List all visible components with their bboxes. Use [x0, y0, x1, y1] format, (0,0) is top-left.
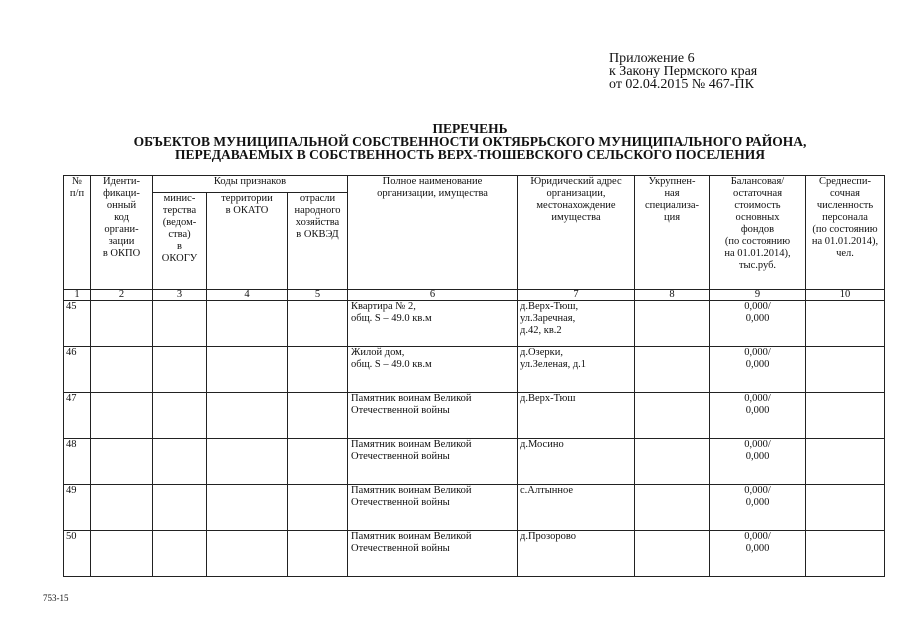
- header-text-line: ная: [664, 188, 680, 199]
- column-number: 4: [207, 290, 288, 301]
- row-number: 49: [64, 485, 91, 531]
- okogu-cell: [153, 347, 207, 393]
- property-name: [348, 301, 518, 347]
- okato-cell: [207, 347, 288, 393]
- document-title: [60, 122, 880, 161]
- header-text-line: онный: [106, 200, 137, 211]
- header-num: [64, 176, 91, 290]
- balance-value: [710, 439, 806, 485]
- okved-cell: [288, 485, 348, 531]
- property-name-line: Отечественной войны: [351, 497, 450, 508]
- header-staff: [806, 176, 885, 290]
- header-text-line: терства: [162, 205, 197, 216]
- property-name: [348, 347, 518, 393]
- header-text-line: Среднеспи-: [818, 176, 872, 187]
- column-number: 2: [91, 290, 153, 301]
- header-codes-group: Коды признаков: [153, 176, 348, 193]
- header-text-line: организации, имущества: [377, 188, 488, 199]
- property-name-line: Памятник воинам Великой: [351, 393, 472, 404]
- balance-value-line: 0,000: [745, 543, 770, 554]
- property-name-line: Памятник воинам Великой: [351, 485, 472, 496]
- okpo-cell: [91, 485, 153, 531]
- header-address: [518, 176, 635, 290]
- appendix-line: Приложение 6: [609, 51, 695, 66]
- column-number: 3: [153, 290, 207, 301]
- property-name-line: общ. S – 49.0 кв.м: [351, 359, 432, 370]
- specialization-cell: [635, 531, 710, 577]
- header-text-line: ОКОГУ: [161, 253, 198, 264]
- okved-cell: [288, 439, 348, 485]
- property-name: [348, 485, 518, 531]
- property-name-line: Памятник воинам Великой: [351, 439, 472, 450]
- okved-cell: [288, 347, 348, 393]
- balance-value-line: 0,000: [745, 497, 770, 508]
- property-name-line: Памятник воинам Великой: [351, 531, 472, 542]
- header-text-line: в ОКАТО: [225, 205, 269, 216]
- header-text-line: в ОКПО: [102, 248, 141, 259]
- property-address-line: д.Верх-Тюш: [520, 393, 576, 404]
- header-text-line: организации,: [546, 188, 606, 199]
- okato-cell: [207, 485, 288, 531]
- header-text-line: Иденти-: [103, 176, 140, 187]
- header-okved: [288, 193, 348, 290]
- balance-value-line: 0,000/: [744, 485, 771, 496]
- okogu-cell: [153, 301, 207, 347]
- okogu-cell: [153, 531, 207, 577]
- staff-cell: [806, 301, 885, 347]
- table-row: [64, 485, 885, 531]
- header-text-line: народного: [294, 205, 341, 216]
- balance-value-line: 0,000/: [744, 531, 771, 542]
- okato-cell: [207, 439, 288, 485]
- header-text-line: на 01.01.2014),: [724, 248, 791, 259]
- row-number: 47: [64, 393, 91, 439]
- property-name-line: общ. S – 49.0 кв.м: [351, 313, 432, 324]
- property-name-line: Отечественной войны: [351, 543, 450, 554]
- property-address-line: д.Верх-Тюш,: [520, 301, 579, 312]
- property-name-line: Отечественной войны: [351, 451, 450, 462]
- appendix-line: от 02.04.2015 № 467-ПК: [609, 77, 754, 92]
- okved-cell: [288, 393, 348, 439]
- property-address: [518, 439, 635, 485]
- okved-cell: [288, 301, 348, 347]
- specialization-cell: [635, 393, 710, 439]
- property-name: [348, 439, 518, 485]
- property-address-line: д.Мосино: [520, 439, 564, 450]
- column-number: 10: [806, 290, 885, 301]
- okpo-cell: [91, 301, 153, 347]
- balance-value: [710, 485, 806, 531]
- column-number: 1: [64, 290, 91, 301]
- property-address: [518, 301, 635, 347]
- header-okato: [207, 193, 288, 290]
- property-name: [348, 393, 518, 439]
- property-address-line: ул.Зеленая, д.1: [520, 359, 587, 370]
- balance-value-line: 0,000/: [744, 347, 771, 358]
- table-row: [64, 301, 885, 347]
- header-text-line: в: [177, 241, 182, 252]
- column-number: 6: [348, 290, 518, 301]
- column-number: 9: [710, 290, 806, 301]
- column-number-row: [64, 290, 885, 301]
- table-row: [64, 531, 885, 577]
- header-text-line: территории: [221, 193, 273, 204]
- property-address-line: д.42, кв.2: [520, 325, 562, 336]
- okpo-cell: [91, 347, 153, 393]
- balance-value-line: 0,000: [745, 313, 770, 324]
- specialization-cell: [635, 485, 710, 531]
- okato-cell: [207, 393, 288, 439]
- header-text-line: органи-: [104, 224, 139, 235]
- row-number: 48: [64, 439, 91, 485]
- okogu-cell: [153, 439, 207, 485]
- appendix-line: к Закону Пермского края: [609, 64, 758, 79]
- header-text-line: хозяйства: [295, 217, 340, 228]
- header-okogu: [153, 193, 207, 290]
- header-text-line: Укрупнен-: [648, 176, 696, 187]
- header-text-line: имущества: [551, 212, 601, 223]
- header-text-line: специализа-: [644, 200, 700, 211]
- specialization-cell: [635, 347, 710, 393]
- header-row: [64, 176, 885, 193]
- property-address: [518, 531, 635, 577]
- okato-cell: [207, 301, 288, 347]
- staff-cell: [806, 393, 885, 439]
- header-text-line: чел.: [836, 248, 854, 259]
- row-number: 45: [64, 301, 91, 347]
- header-text-line: основных: [735, 212, 780, 223]
- row-number: 50: [64, 531, 91, 577]
- balance-value: [710, 393, 806, 439]
- header-text-line: п/п: [69, 188, 85, 199]
- row-number: 46: [64, 347, 91, 393]
- balance-value-line: 0,000: [745, 451, 770, 462]
- appendix-reference: [609, 52, 757, 91]
- property-table: [63, 175, 885, 577]
- header-text-line: на 01.01.2014),: [811, 236, 879, 247]
- property-name: [348, 531, 518, 577]
- okogu-cell: [153, 485, 207, 531]
- header-text-line: тыс.руб.: [738, 260, 777, 271]
- header-text-line: (по состоянию: [812, 224, 878, 235]
- okato-cell: [207, 531, 288, 577]
- header-text-line: численность: [816, 200, 874, 211]
- property-name-line: Жилой дом,: [351, 347, 405, 358]
- header-text-line: местонахождение: [536, 200, 616, 211]
- property-address: [518, 393, 635, 439]
- header-text-line: отрасли: [299, 193, 336, 204]
- balance-value-line: 0,000/: [744, 439, 771, 450]
- header-text-line: Полное наименование: [382, 176, 483, 187]
- balance-value-line: 0,000: [745, 405, 770, 416]
- property-address-line: д.Прозорово: [520, 531, 577, 542]
- okved-cell: [288, 531, 348, 577]
- balance-value-line: 0,000/: [744, 393, 771, 404]
- okpo-cell: [91, 393, 153, 439]
- property-name-line: Отечественной войны: [351, 405, 450, 416]
- header-text-line: ция: [663, 212, 681, 223]
- header-balance: [710, 176, 806, 290]
- property-address-line: д.Озерки,: [520, 347, 563, 358]
- balance-value: [710, 531, 806, 577]
- column-number: 7: [518, 290, 635, 301]
- okogu-cell: [153, 393, 207, 439]
- header-text-line: фондов: [740, 224, 775, 235]
- balance-value-line: 0,000: [745, 359, 770, 370]
- title-line: ПЕРЕЧЕНЬ: [432, 121, 508, 136]
- header-text-line: персонала: [822, 212, 868, 223]
- staff-cell: [806, 439, 885, 485]
- title-line: ОБЪЕКТОВ МУНИЦИПАЛЬНОЙ СОБСТВЕННОСТИ ОКТЯБРЬСКОГО МУНИЦИПАЛЬНОГО РАЙОНА,: [133, 134, 807, 149]
- header-text-line: Юридический адрес: [530, 176, 622, 187]
- header-text-line: №: [71, 176, 83, 187]
- property-address: [518, 485, 635, 531]
- header-text-line: в ОКВЭД: [296, 229, 339, 240]
- staff-cell: [806, 531, 885, 577]
- staff-cell: [806, 347, 885, 393]
- okpo-cell: [91, 531, 153, 577]
- balance-value-line: 0,000/: [744, 301, 771, 312]
- header-okpo: [91, 176, 153, 290]
- specialization-cell: [635, 301, 710, 347]
- header-text-line: фикаци-: [103, 188, 140, 199]
- property-name-line: Квартира № 2,: [351, 301, 416, 312]
- okpo-cell: [91, 439, 153, 485]
- header-text-line: сочная: [829, 188, 861, 199]
- header-text-line: ства): [168, 229, 191, 240]
- header-text-line: (по состоянию: [724, 236, 791, 247]
- title-line: ПЕРЕДАВАЕМЫХ В СОБСТВЕННОСТЬ ВЕРХ-ТЮШЕВСКОГО СЕЛЬСКОГО ПОСЕЛЕНИЯ: [174, 147, 766, 162]
- specialization-cell: [635, 439, 710, 485]
- column-number: 5: [288, 290, 348, 301]
- staff-cell: [806, 485, 885, 531]
- header-text-line: остаточная: [732, 188, 783, 199]
- column-number: 8: [635, 290, 710, 301]
- header-specialization: [635, 176, 710, 290]
- property-address-line: ул.Заречная,: [520, 313, 576, 324]
- property-address-line: с.Алтынное: [520, 485, 574, 496]
- table-row: [64, 393, 885, 439]
- balance-value: [710, 301, 806, 347]
- table-row: [64, 347, 885, 393]
- header-text-line: (ведом-: [162, 217, 197, 228]
- property-address: [518, 347, 635, 393]
- header-text-line: минис-: [163, 193, 196, 204]
- header-text-line: стоимость: [734, 200, 781, 211]
- document-code: 753-15: [43, 593, 69, 603]
- header-text-line: зации: [108, 236, 135, 247]
- header-text-line: код: [114, 212, 129, 223]
- table-row: [64, 439, 885, 485]
- balance-value: [710, 347, 806, 393]
- header-text-line: Балансовая/: [730, 176, 785, 187]
- header-name: [348, 176, 518, 290]
